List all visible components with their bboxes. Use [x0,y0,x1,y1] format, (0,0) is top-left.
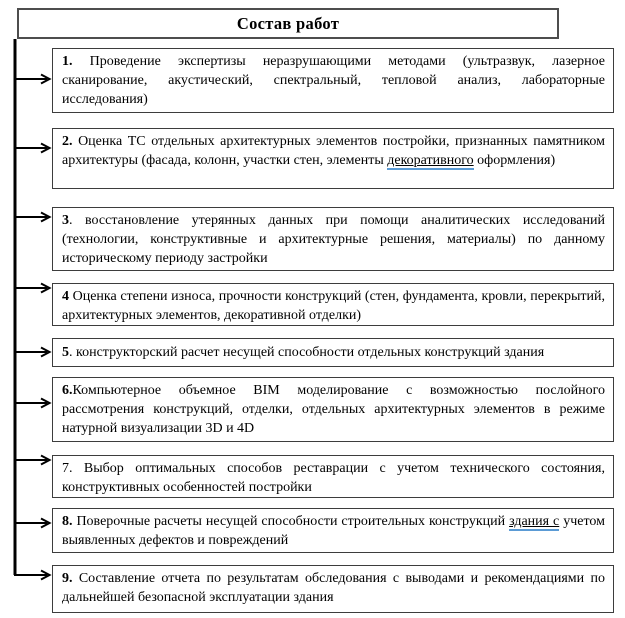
work-item-box-3 [52,207,614,271]
item-number: 3 [62,213,69,228]
item-number: 2. [62,134,73,149]
work-item-box-5 [52,338,614,367]
item-text: . восстановление утерянных данных при помощи аналитических исследований (технологии, конструктивные и архитектурные решения, материалы) по данному историческому периоду застройки [62,213,605,266]
item-text: 7. Выбор оптимальных способов реставрации с учетом технического состояния, конструктивных особенностей постройки [62,461,605,495]
connector-arrow-2 [14,144,50,153]
work-item-box-7 [52,455,614,498]
item-text: оформления) [473,153,556,168]
item-number: 9. [62,571,73,586]
item-number: 6. [62,383,73,398]
item-text: Компьютерное объемное BIM моделирование с возможностью послойного рассмотрения конструкций, отделки, отдельных архитектурных элементов в режиме натурной визуализации 3D и 4D [62,383,605,436]
connector-arrow-9 [14,571,50,580]
connector-arrow-3 [14,213,50,222]
underlined-term: здания с [509,514,560,529]
item-text: . конструкторский расчет несущей способности отдельных конструкций здания [69,345,545,360]
item-text: Оценка степени износа, прочности конструкций (стен, фундамента, кровли, перекрытий, архитектурных элементов, декоративной отделки) [62,289,605,323]
diagram-title: Состав работ [236,13,340,33]
connector-arrow-1 [14,75,50,84]
diagram-title-box [17,8,559,39]
item-text: учетом выявленных дефектов и повреждений [62,514,605,548]
work-item-box-1 [52,48,614,113]
work-item-box-2 [52,128,614,189]
item-text: Оценка ТС отдельных архитектурных элементов постройки, признанных памятником архитектуры (фасада, колонн, участки стен, элементы [62,134,605,168]
connector-arrow-5 [14,348,50,357]
connector-arrow-4 [14,284,50,293]
connector-arrow-7 [14,456,50,465]
item-text: Проведение экспертизы неразрушающими методами (ультразвук, лазерное сканирование, акустический, спектральный, тепловой анализ, лабораторные исследования) [62,54,605,107]
work-item-box-6 [52,377,614,442]
connector-lines [0,0,60,618]
item-text: Поверочные расчеты несущей способности строительных конструкций [72,514,510,529]
work-item-box-9 [52,565,614,613]
item-number: 1. [62,54,73,69]
item-number: 4 [62,289,69,304]
item-text: Составление отчета по результатам обследования с выводами и рекомендациями по дальнейшей безопасной эксплуатации здания [62,571,605,605]
connector-arrow-8 [14,519,50,528]
connector-arrow-6 [14,399,50,408]
work-item-box-8 [52,508,614,553]
item-number: 5 [62,345,69,360]
work-item-box-4 [52,283,614,326]
underlined-term: декоративного [387,153,474,168]
item-number: 8. [62,514,73,529]
